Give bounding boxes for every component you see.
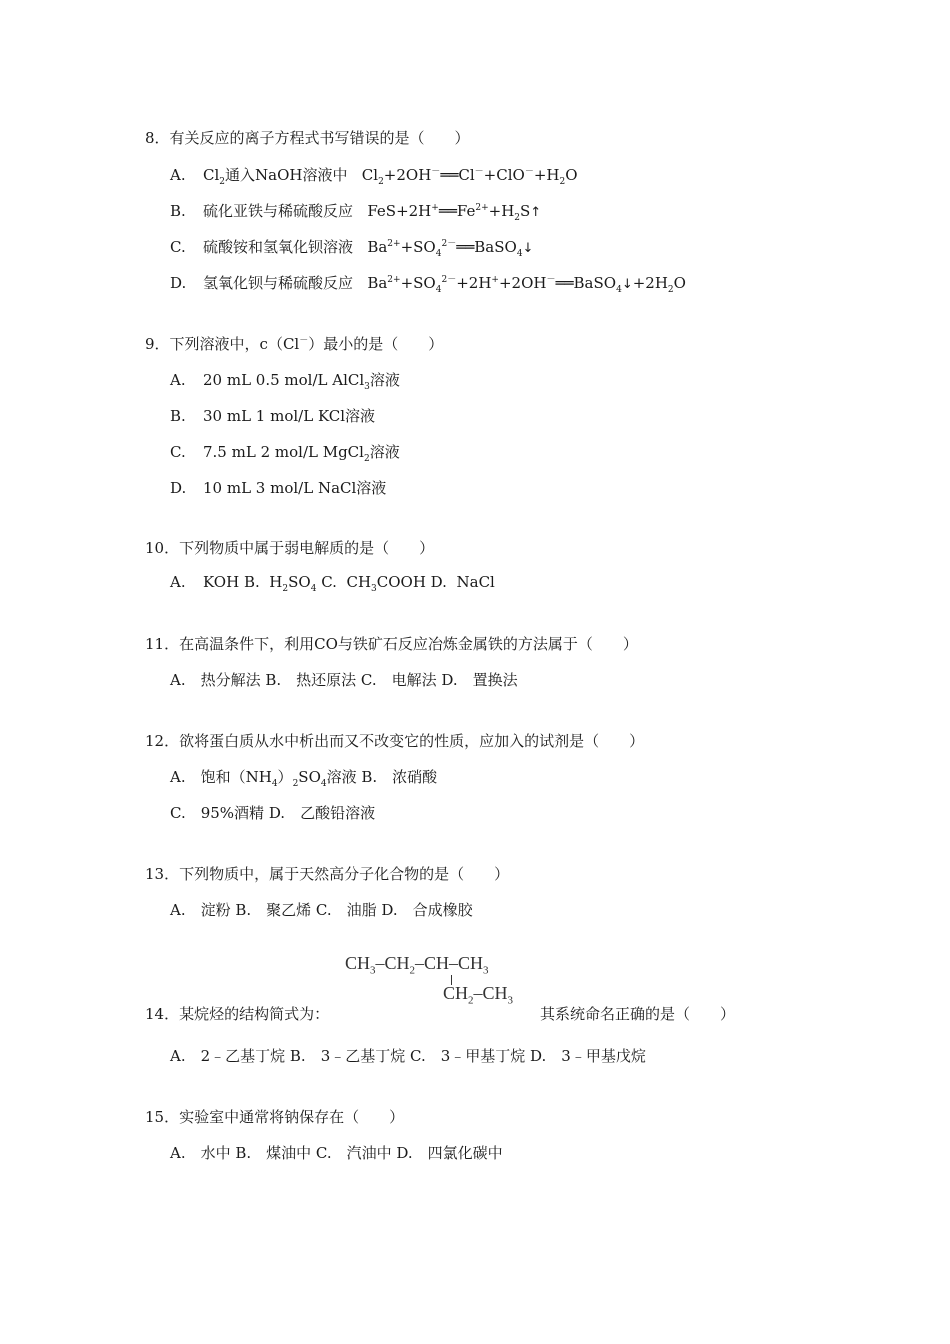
question-13-options: A. 淀粉 B. 聚乙烯 C. 油脂 D. 合成橡胶 bbox=[170, 901, 473, 919]
question-15-stem: 15．实验室中通常将钠保存在（ ） bbox=[145, 1108, 405, 1126]
equation: $FeS+2H^+══Fe^{2+}+H_2S↑$ bbox=[367, 202, 542, 223]
question-8-option-a bbox=[170, 164, 578, 185]
question-8-option-c bbox=[170, 236, 533, 257]
precipitate-arrow-icon: ↓ bbox=[522, 241, 534, 256]
question-14-stem: 14．某烷烃的结构简式为： bbox=[145, 1005, 330, 1023]
equation: $Ba^{2+}+SO_4^{2-}══BaSO_4↓$ bbox=[367, 238, 534, 259]
option-text: 通入NaOH溶液中 bbox=[225, 166, 348, 184]
gas-arrow-icon: ↑ bbox=[530, 205, 542, 220]
option-text: 硫化亚铁与稀硫酸反应 bbox=[203, 202, 354, 220]
structural-formula bbox=[345, 953, 540, 1011]
question-15-options: A. 水中 B. 煤油中 C. 汽油中 D. 四氯化碳中 bbox=[170, 1144, 503, 1162]
option-letter: A. bbox=[170, 371, 186, 389]
option-letter: A. bbox=[170, 166, 186, 184]
option-text: 硫酸铵和氢氧化钡溶液 bbox=[203, 238, 354, 256]
option-letter: C. bbox=[170, 443, 186, 461]
option-letter: B. bbox=[170, 202, 186, 220]
question-13-stem: 13．下列物质中，属于天然高分子化合物的是（ ） bbox=[145, 865, 510, 883]
question-10-options: A. KOH B. $H_2SO_4$ C. $CH_3COOH$ D. NaCl bbox=[170, 573, 495, 594]
option-letter: D. bbox=[170, 274, 187, 292]
question-14-stem-tail: 其系统命名正确的是（ ） bbox=[540, 1005, 736, 1023]
option-letter: B. bbox=[170, 407, 186, 425]
question-11-stem: 11．在高温条件下，利用CO与铁矿石反应冶炼金属铁的方法属于（ ） bbox=[145, 635, 638, 653]
question-12-options-line-1: A. 饱和$(NH_4)_2SO_4$溶液 B. 浓硝酸 bbox=[170, 768, 438, 789]
equation: $Cl_2+2OH^-══Cl^-+ClO^-+H_2O$ bbox=[361, 166, 578, 187]
question-14-options: A. 2﹣乙基丁烷 B. 3﹣乙基丁烷 C. 3﹣甲基丁烷 D. 3﹣甲基戊烷 bbox=[170, 1047, 646, 1065]
question-12-options-line-2: C. 95%酒精 D. 乙酸铅溶液 bbox=[170, 804, 376, 822]
question-9-option-c: C. 7.5 mL 2 mol/L MgCl$_2$溶液 bbox=[170, 443, 400, 464]
option-text: 氢氧化钡与稀硫酸反应 bbox=[203, 274, 354, 292]
option-text: Cl bbox=[203, 166, 220, 184]
question-8-stem: 8．有关反应的离子方程式书写错误的是（ ） bbox=[145, 129, 470, 147]
option-letter: C. bbox=[170, 238, 186, 256]
precipitate-arrow-icon: ↓ bbox=[621, 277, 633, 292]
question-11-options: A. 热分解法 B. 热还原法 C. 电解法 D. 置换法 bbox=[170, 671, 518, 689]
structural-formula-branch: $CH_2-CH_3$ bbox=[443, 983, 514, 1007]
question-9-option-d: D. 10 mL 3 mol/L NaCl溶液 bbox=[170, 479, 387, 497]
question-9-option-a: A. 20 mL 0.5 mol/L AlCl$_3$溶液 bbox=[170, 371, 400, 392]
structural-formula-main-chain: $CH_3-CH_2-CH-CH_3$ bbox=[345, 953, 489, 977]
option-letter: D. bbox=[170, 479, 187, 497]
question-12-stem: 12．欲将蛋白质从水中析出而又不改变它的性质，应加入的试剂是（ ） bbox=[145, 732, 645, 750]
equation: $Ba^{2+}+SO_4^{2-}+2H^++2OH^-══BaSO_4↓+2H_2O$ bbox=[367, 274, 686, 295]
question-10-stem: 10．下列物质中属于弱电解质的是（ ） bbox=[145, 539, 435, 557]
question-8-option-d bbox=[170, 272, 686, 293]
question-9-stem: 9．下列溶液中，c（Cl－）最小的是（ ） bbox=[145, 335, 444, 353]
question-9-option-b: B. 30 mL 1 mol/L KCl溶液 bbox=[170, 407, 376, 425]
question-8-option-b bbox=[170, 200, 541, 221]
subscript: 2 bbox=[219, 177, 226, 187]
